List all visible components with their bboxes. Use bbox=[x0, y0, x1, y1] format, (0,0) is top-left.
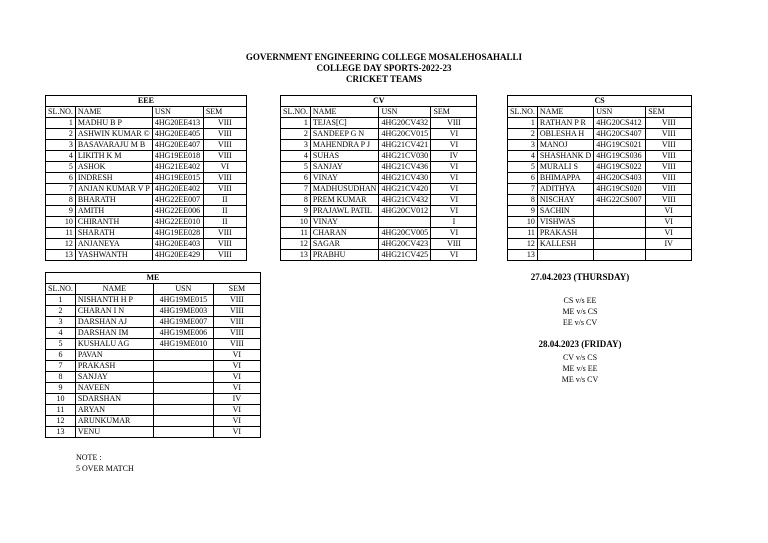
cell-name: PRAJAWL PATIL bbox=[310, 206, 379, 217]
cell-sem: VI bbox=[431, 173, 477, 184]
table-row bbox=[508, 239, 692, 250]
table-row bbox=[281, 184, 477, 195]
table-row bbox=[281, 118, 477, 129]
cell-slno: 8 bbox=[281, 195, 311, 206]
col-usn: USN bbox=[153, 284, 213, 295]
cell-name: PRAKASH bbox=[75, 361, 153, 372]
cell-usn: 4HG21CV421 bbox=[379, 140, 431, 151]
cell-sem: VIII bbox=[213, 339, 260, 350]
table-row bbox=[46, 372, 261, 383]
col-usn: USN bbox=[152, 107, 203, 118]
cell-sem: VIII bbox=[203, 228, 246, 239]
cell-sem: VIII bbox=[431, 118, 477, 129]
match-4: CV v/s CS bbox=[562, 353, 598, 362]
note-label: NOTE : bbox=[76, 453, 102, 462]
cell-name: DARSHAN AJ bbox=[75, 317, 153, 328]
cell-sem: VIII bbox=[203, 173, 246, 184]
cell-name: PREM KUMAR bbox=[310, 195, 379, 206]
cell-slno: 4 bbox=[46, 151, 76, 162]
cell-slno: 13 bbox=[46, 250, 76, 261]
col-usn: USN bbox=[594, 107, 646, 118]
note-text: 5 OVER MATCH bbox=[76, 464, 134, 473]
cell-slno: 13 bbox=[46, 427, 76, 438]
cell-slno: 6 bbox=[508, 173, 538, 184]
cell-name: ANJAN KUMAR V P bbox=[75, 184, 152, 195]
table-row bbox=[46, 361, 261, 372]
cell-sem: VIII bbox=[431, 239, 477, 250]
cell-sem: VIII bbox=[646, 184, 692, 195]
table-row bbox=[508, 184, 692, 195]
cell-usn: 4HG21CV030 bbox=[379, 151, 431, 162]
cell-name bbox=[537, 250, 593, 261]
cell-name: KALLESH bbox=[537, 239, 593, 250]
cell-slno: 1 bbox=[508, 118, 538, 129]
table-row bbox=[281, 140, 477, 151]
team-title: EEE bbox=[46, 96, 247, 107]
cell-sem: VIII bbox=[203, 239, 246, 250]
cell-name: VINAY bbox=[310, 173, 379, 184]
cell-slno: 3 bbox=[46, 140, 76, 151]
cell-usn bbox=[379, 217, 431, 228]
table-row bbox=[281, 195, 477, 206]
col-usn: USN bbox=[379, 107, 431, 118]
cell-name: BHARATH bbox=[75, 195, 152, 206]
cell-usn bbox=[153, 372, 213, 383]
cell-name: TEJAS[C] bbox=[310, 118, 379, 129]
cell-usn: 4HG21CV425 bbox=[379, 250, 431, 261]
cell-sem: VI bbox=[646, 206, 692, 217]
cell-slno: 4 bbox=[281, 151, 311, 162]
cell-name: BHIMAPPA bbox=[537, 173, 593, 184]
table-row bbox=[46, 228, 247, 239]
cell-slno: 12 bbox=[46, 416, 76, 427]
cell-sem: VIII bbox=[213, 306, 260, 317]
cell-sem: VIII bbox=[646, 151, 692, 162]
cell-name: DARSHAN IM bbox=[75, 328, 153, 339]
cell-sem: VI bbox=[646, 217, 692, 228]
cell-usn: 4HG19ME007 bbox=[153, 317, 213, 328]
table-row bbox=[46, 405, 261, 416]
cell-sem: VIII bbox=[203, 250, 246, 261]
cell-usn: 4HG20EE402 bbox=[152, 184, 203, 195]
cell-sem: VI bbox=[213, 416, 260, 427]
col-slno: SL.NO. bbox=[46, 284, 76, 295]
cell-sem: VIII bbox=[203, 118, 246, 129]
college-name: GOVERNMENT ENGINEERING COLLEGE MOSALEHOSAHALLI bbox=[245, 52, 523, 62]
cell-usn bbox=[594, 228, 646, 239]
cell-slno: 3 bbox=[281, 140, 311, 151]
col-slno: SL.NO. bbox=[508, 107, 538, 118]
cell-name: ARYAN bbox=[75, 405, 153, 416]
table-row bbox=[46, 317, 261, 328]
schedule-date-1: 27.04.2023 (THURSDAY) bbox=[530, 272, 630, 282]
table-row bbox=[281, 129, 477, 140]
cell-sem: VIII bbox=[646, 195, 692, 206]
cell-name: ARUNKUMAR bbox=[75, 416, 153, 427]
cell-name: SANJAY bbox=[75, 372, 153, 383]
table-row bbox=[508, 118, 692, 129]
cell-slno: 10 bbox=[46, 394, 76, 405]
cell-name: MURALI S bbox=[537, 162, 593, 173]
table-row bbox=[508, 129, 692, 140]
table-row bbox=[508, 162, 692, 173]
cell-usn: 4HG22CS007 bbox=[594, 195, 646, 206]
cell-usn: 4HG20EE407 bbox=[152, 140, 203, 151]
cell-usn: 4HG19CS036 bbox=[594, 151, 646, 162]
cell-name: MADHU B P bbox=[75, 118, 152, 129]
cell-sem: II bbox=[203, 217, 246, 228]
cell-usn: 4HG20CV005 bbox=[379, 228, 431, 239]
cell-usn: 4HG20CV423 bbox=[379, 239, 431, 250]
cell-slno: 12 bbox=[46, 239, 76, 250]
cell-name: CHARAN I N bbox=[75, 306, 153, 317]
table-row bbox=[281, 228, 477, 239]
cell-sem bbox=[646, 250, 692, 261]
cell-sem: IV bbox=[646, 239, 692, 250]
cell-usn: 4HG20CV015 bbox=[379, 129, 431, 140]
cell-name: SDARSHAN bbox=[75, 394, 153, 405]
cell-name: MANOJ bbox=[537, 140, 593, 151]
team-table-eee bbox=[45, 95, 247, 261]
table-row bbox=[508, 206, 692, 217]
table-row bbox=[281, 250, 477, 261]
cell-name: NISHANTH H P bbox=[75, 295, 153, 306]
cell-sem: VI bbox=[646, 228, 692, 239]
cell-sem: VI bbox=[431, 206, 477, 217]
team-title: CS bbox=[508, 96, 692, 107]
cell-slno: 5 bbox=[508, 162, 538, 173]
team-title: ME bbox=[46, 273, 261, 284]
cell-name: ANJANEYA bbox=[75, 239, 152, 250]
cell-slno: 2 bbox=[46, 306, 76, 317]
cell-slno: 2 bbox=[46, 129, 76, 140]
cell-sem: VIII bbox=[646, 173, 692, 184]
table-row bbox=[46, 129, 247, 140]
cell-slno: 7 bbox=[46, 184, 76, 195]
cell-sem: VIII bbox=[646, 162, 692, 173]
cell-sem: I bbox=[431, 217, 477, 228]
cell-name: SUHAS bbox=[310, 151, 379, 162]
cell-slno: 13 bbox=[508, 250, 538, 261]
cell-slno: 8 bbox=[46, 195, 76, 206]
cell-name: LIKITH K M bbox=[75, 151, 152, 162]
table-row bbox=[46, 295, 261, 306]
cell-name: NAVEEN bbox=[75, 383, 153, 394]
table-row bbox=[46, 140, 247, 151]
match-6: ME v/s CV bbox=[561, 375, 599, 384]
cell-slno: 7 bbox=[46, 361, 76, 372]
cell-name: CHARAN bbox=[310, 228, 379, 239]
cell-slno: 2 bbox=[508, 129, 538, 140]
cell-slno: 8 bbox=[508, 195, 538, 206]
cell-sem: VIII bbox=[203, 151, 246, 162]
cell-name: OBLESHA H bbox=[537, 129, 593, 140]
cell-name: PRAKASH bbox=[537, 228, 593, 239]
cell-name: MADHUSUDHAN bbox=[310, 184, 379, 195]
cell-usn bbox=[153, 416, 213, 427]
cell-sem: VI bbox=[431, 195, 477, 206]
cell-slno: 6 bbox=[281, 173, 311, 184]
cell-slno: 5 bbox=[281, 162, 311, 173]
table-row bbox=[281, 173, 477, 184]
cell-usn: 4HG19EE015 bbox=[152, 173, 203, 184]
cell-sem: VI bbox=[213, 372, 260, 383]
cell-usn: 4HG19CS020 bbox=[594, 184, 646, 195]
cell-name: VINAY bbox=[310, 217, 379, 228]
cell-usn bbox=[153, 350, 213, 361]
cell-sem: VIII bbox=[203, 184, 246, 195]
cell-name: NISCHAY bbox=[537, 195, 593, 206]
cell-usn: 4HG21EE402 bbox=[152, 162, 203, 173]
cell-usn: 4HG19ME010 bbox=[153, 339, 213, 350]
cell-slno: 3 bbox=[508, 140, 538, 151]
cell-usn: 4HG21CV432 bbox=[379, 195, 431, 206]
match-3: EE v/s CV bbox=[562, 318, 598, 327]
cell-sem: VIII bbox=[203, 129, 246, 140]
cell-usn: 4HG21CV436 bbox=[379, 162, 431, 173]
col-sem: SEM bbox=[203, 107, 246, 118]
table-row bbox=[508, 140, 692, 151]
cell-slno: 1 bbox=[281, 118, 311, 129]
cell-sem: VIII bbox=[203, 140, 246, 151]
cell-usn: 4HG20EE413 bbox=[152, 118, 203, 129]
cell-name: ASHOK bbox=[75, 162, 152, 173]
cell-slno: 1 bbox=[46, 118, 76, 129]
schedule-date-2: 28.04.2023 (FRIDAY) bbox=[538, 339, 622, 349]
cell-usn bbox=[594, 206, 646, 217]
cell-name: VENU bbox=[75, 427, 153, 438]
cell-usn: 4HG20CS407 bbox=[594, 129, 646, 140]
table-row bbox=[281, 239, 477, 250]
cell-usn: 4HG21CV420 bbox=[379, 184, 431, 195]
team-table-me bbox=[45, 272, 261, 438]
cell-usn: 4HG19CS022 bbox=[594, 162, 646, 173]
cell-slno: 8 bbox=[46, 372, 76, 383]
cell-slno: 5 bbox=[46, 162, 76, 173]
table-row bbox=[508, 173, 692, 184]
col-name: NAME bbox=[310, 107, 379, 118]
cell-usn: 4HG20EE405 bbox=[152, 129, 203, 140]
cell-usn: 4HG22EE010 bbox=[152, 217, 203, 228]
cell-name: VISHWAS bbox=[537, 217, 593, 228]
cell-slno: 3 bbox=[46, 317, 76, 328]
cell-name: PAVAN bbox=[75, 350, 153, 361]
cell-slno: 10 bbox=[508, 217, 538, 228]
cell-name: ASHWIN KUMAR © bbox=[75, 129, 152, 140]
match-2: ME v/s CS bbox=[562, 307, 598, 316]
table-row bbox=[46, 416, 261, 427]
cell-name: YASHWANTH bbox=[75, 250, 152, 261]
cell-usn: 4HG20CV012 bbox=[379, 206, 431, 217]
col-slno: SL.NO. bbox=[46, 107, 76, 118]
cell-sem: VI bbox=[431, 250, 477, 261]
cell-sem: VI bbox=[431, 129, 477, 140]
col-sem: SEM bbox=[431, 107, 477, 118]
cell-sem: VI bbox=[431, 228, 477, 239]
section-title: CRICKET TEAMS bbox=[346, 74, 422, 84]
cell-sem: VI bbox=[213, 383, 260, 394]
cell-name: BASAVARAJU M B bbox=[75, 140, 152, 151]
table-row bbox=[46, 151, 247, 162]
table-row bbox=[46, 206, 247, 217]
cell-slno: 13 bbox=[281, 250, 311, 261]
cell-sem: IV bbox=[213, 394, 260, 405]
cell-usn: 4HG19EE028 bbox=[152, 228, 203, 239]
cell-sem: VIII bbox=[646, 118, 692, 129]
cell-slno: 6 bbox=[46, 173, 76, 184]
cell-slno: 9 bbox=[281, 206, 311, 217]
cell-slno: 11 bbox=[46, 405, 76, 416]
cell-usn bbox=[594, 217, 646, 228]
table-row bbox=[46, 383, 261, 394]
cell-name: MAHENDRA P J bbox=[310, 140, 379, 151]
cell-sem: II bbox=[203, 206, 246, 217]
cell-usn: 4HG22EE006 bbox=[152, 206, 203, 217]
cell-sem: VI bbox=[431, 140, 477, 151]
cell-usn: 4HG20CS412 bbox=[594, 118, 646, 129]
cell-sem: VIII bbox=[646, 140, 692, 151]
cell-sem: IV bbox=[431, 151, 477, 162]
col-sem: SEM bbox=[646, 107, 692, 118]
cell-usn bbox=[594, 250, 646, 261]
table-row bbox=[46, 195, 247, 206]
cell-name: SANJAY bbox=[310, 162, 379, 173]
table-row bbox=[46, 350, 261, 361]
table-row bbox=[46, 250, 247, 261]
cell-sem: VI bbox=[431, 184, 477, 195]
cell-slno: 7 bbox=[281, 184, 311, 195]
cell-usn bbox=[153, 427, 213, 438]
cell-name: SHASHANK D bbox=[537, 151, 593, 162]
table-row bbox=[46, 306, 261, 317]
table-row bbox=[281, 206, 477, 217]
table-row bbox=[46, 184, 247, 195]
cell-name: PRABHU bbox=[310, 250, 379, 261]
cell-usn: 4HG19EE018 bbox=[152, 151, 203, 162]
cell-sem: VIII bbox=[213, 317, 260, 328]
cell-usn: 4HG20CV432 bbox=[379, 118, 431, 129]
cell-sem: VIII bbox=[213, 328, 260, 339]
match-1: CS v/s EE bbox=[563, 296, 597, 305]
table-row bbox=[46, 427, 261, 438]
team-title: CV bbox=[281, 96, 477, 107]
cell-sem: II bbox=[203, 195, 246, 206]
table-row bbox=[46, 239, 247, 250]
cell-slno: 9 bbox=[46, 383, 76, 394]
cell-name: KUSHALU AG bbox=[75, 339, 153, 350]
col-sem: SEM bbox=[213, 284, 260, 295]
cell-usn: 4HG20EE403 bbox=[152, 239, 203, 250]
table-row bbox=[508, 151, 692, 162]
table-row bbox=[508, 250, 692, 261]
table-row bbox=[46, 173, 247, 184]
cell-usn: 4HG19ME015 bbox=[153, 295, 213, 306]
cell-slno: 10 bbox=[46, 217, 76, 228]
cell-name: ADITHYA bbox=[537, 184, 593, 195]
cell-sem: VI bbox=[431, 162, 477, 173]
team-table-cs bbox=[507, 95, 692, 261]
col-name: NAME bbox=[537, 107, 593, 118]
table-row bbox=[281, 217, 477, 228]
cell-slno: 9 bbox=[46, 206, 76, 217]
cell-slno: 6 bbox=[46, 350, 76, 361]
col-name: NAME bbox=[75, 107, 152, 118]
cell-usn: 4HG19CS021 bbox=[594, 140, 646, 151]
event-title: COLLEGE DAY SPORTS-2022-23 bbox=[316, 63, 452, 73]
cell-slno: 4 bbox=[508, 151, 538, 162]
cell-sem: VIII bbox=[213, 295, 260, 306]
table-row bbox=[46, 328, 261, 339]
table-row bbox=[281, 151, 477, 162]
cell-slno: 11 bbox=[508, 228, 538, 239]
cell-name: AMITH bbox=[75, 206, 152, 217]
table-row bbox=[281, 162, 477, 173]
cell-usn: 4HG21CV430 bbox=[379, 173, 431, 184]
col-name: NAME bbox=[75, 284, 153, 295]
cell-slno: 7 bbox=[508, 184, 538, 195]
cell-name: SANDEEP G N bbox=[310, 129, 379, 140]
cell-name: RATHAN P R bbox=[537, 118, 593, 129]
table-row bbox=[46, 394, 261, 405]
cell-slno: 2 bbox=[281, 129, 311, 140]
table-row bbox=[46, 339, 261, 350]
cell-slno: 11 bbox=[46, 228, 76, 239]
cell-sem: VI bbox=[213, 427, 260, 438]
cell-usn bbox=[594, 239, 646, 250]
cell-usn bbox=[153, 383, 213, 394]
cell-usn bbox=[153, 361, 213, 372]
cell-slno: 5 bbox=[46, 339, 76, 350]
cell-usn: 4HG19ME006 bbox=[153, 328, 213, 339]
table-row bbox=[508, 228, 692, 239]
cell-usn: 4HG19ME003 bbox=[153, 306, 213, 317]
table-row bbox=[46, 217, 247, 228]
cell-name: CHIRANTH bbox=[75, 217, 152, 228]
cell-sem: VI bbox=[213, 350, 260, 361]
cell-sem: VI bbox=[213, 361, 260, 372]
cell-name: SACHIN bbox=[537, 206, 593, 217]
cell-name: SAGAR bbox=[310, 239, 379, 250]
cell-slno: 9 bbox=[508, 206, 538, 217]
table-row bbox=[508, 217, 692, 228]
cell-usn bbox=[153, 405, 213, 416]
cell-slno: 1 bbox=[46, 295, 76, 306]
cell-sem: VIII bbox=[646, 129, 692, 140]
cell-slno: 4 bbox=[46, 328, 76, 339]
match-5: ME v/s EE bbox=[562, 364, 598, 373]
cell-slno: 11 bbox=[281, 228, 311, 239]
cell-usn bbox=[153, 394, 213, 405]
table-row bbox=[46, 162, 247, 173]
cell-sem: VI bbox=[203, 162, 246, 173]
cell-sem: VI bbox=[213, 405, 260, 416]
table-row bbox=[508, 195, 692, 206]
table-row bbox=[46, 118, 247, 129]
team-table-cv bbox=[280, 95, 477, 261]
cell-slno: 10 bbox=[281, 217, 311, 228]
cell-name: INDRESH bbox=[75, 173, 152, 184]
cell-name: SHARATH bbox=[75, 228, 152, 239]
cell-usn: 4HG20CS403 bbox=[594, 173, 646, 184]
cell-usn: 4HG20EE429 bbox=[152, 250, 203, 261]
cell-slno: 12 bbox=[508, 239, 538, 250]
cell-usn: 4HG22EE007 bbox=[152, 195, 203, 206]
col-slno: SL.NO. bbox=[281, 107, 311, 118]
cell-slno: 12 bbox=[281, 239, 311, 250]
